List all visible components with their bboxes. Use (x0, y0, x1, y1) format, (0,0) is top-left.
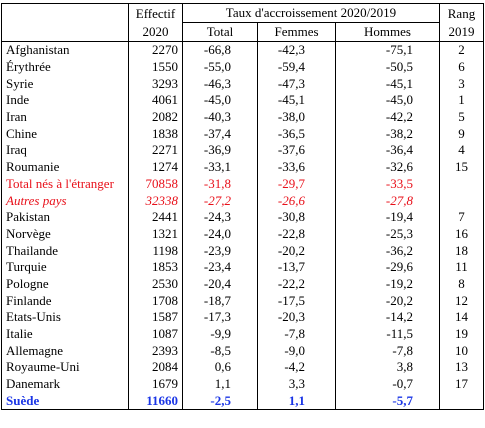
hommes-cell: -5,7 (336, 392, 440, 409)
total-header: Total (183, 23, 258, 42)
effectif-cell: 2271 (129, 142, 183, 159)
femmes-cell: -30,8 (258, 209, 336, 226)
total-cell: -66,8 (183, 42, 258, 59)
country-cell: Turquie (2, 259, 129, 276)
rang-cell: 16 (440, 226, 484, 243)
effectif-header-line1: Effectif (129, 4, 183, 23)
table-row (2, 159, 484, 176)
hommes-cell: -19,2 (336, 276, 440, 293)
effectif-cell: 2084 (129, 359, 183, 376)
table-row (2, 59, 484, 76)
femmes-cell: -20,2 (258, 242, 336, 259)
rang-cell: 8 (440, 276, 484, 293)
effectif-cell: 1274 (129, 159, 183, 176)
effectif-cell: 1587 (129, 309, 183, 326)
table-row (2, 92, 484, 109)
growth-rate-table (1, 3, 484, 410)
table-row (2, 242, 484, 259)
effectif-cell: 32338 (129, 192, 183, 209)
hommes-cell: -27,8 (336, 192, 440, 209)
country-cell: Autres pays (2, 192, 129, 209)
hommes-cell: -42,2 (336, 109, 440, 126)
femmes-cell: -36,5 (258, 125, 336, 142)
femmes-cell: -38,0 (258, 109, 336, 126)
effectif-cell: 1679 (129, 376, 183, 393)
effectif-cell: 2441 (129, 209, 183, 226)
country-cell: Érythrée (2, 59, 129, 76)
rang-cell: 13 (440, 359, 484, 376)
femmes-cell: -22,2 (258, 276, 336, 293)
femmes-cell: -22,8 (258, 226, 336, 243)
table-row (2, 125, 484, 142)
hommes-cell: -29,6 (336, 259, 440, 276)
femmes-cell: -29,7 (258, 176, 336, 193)
table-row (2, 226, 484, 243)
table-row (2, 259, 484, 276)
taux-header: Taux d'accroissement 2020/2019 (183, 4, 440, 23)
total-cell: -17,3 (183, 309, 258, 326)
effectif-cell: 70858 (129, 176, 183, 193)
femmes-cell: -59,4 (258, 59, 336, 76)
country-cell: Iraq (2, 142, 129, 159)
femmes-cell: -33,6 (258, 159, 336, 176)
table-row (2, 109, 484, 126)
rang-cell: 5 (440, 109, 484, 126)
rang-cell: 12 (440, 292, 484, 309)
total-cell: -2,5 (183, 392, 258, 409)
table-row (2, 209, 484, 226)
table-row (2, 42, 484, 59)
table-row (2, 192, 484, 209)
country-cell: Etats-Unis (2, 309, 129, 326)
country-cell: Royaume-Uni (2, 359, 129, 376)
country-cell: Danemark (2, 376, 129, 393)
total-cell: -33,1 (183, 159, 258, 176)
country-cell: Syrie (2, 75, 129, 92)
country-header (2, 4, 129, 42)
rang-cell: 15 (440, 159, 484, 176)
effectif-cell: 1853 (129, 259, 183, 276)
table-row (2, 142, 484, 159)
effectif-cell: 1321 (129, 226, 183, 243)
total-cell: -40,3 (183, 109, 258, 126)
hommes-cell: -0,7 (336, 376, 440, 393)
total-cell: -8,5 (183, 342, 258, 359)
hommes-cell: -45,1 (336, 75, 440, 92)
rang-cell: 10 (440, 342, 484, 359)
effectif-cell: 1838 (129, 125, 183, 142)
rang-cell: 1 (440, 92, 484, 109)
hommes-cell: 3,8 (336, 359, 440, 376)
table-row (2, 176, 484, 193)
femmes-cell: -37,6 (258, 142, 336, 159)
rang-cell: 17 (440, 376, 484, 393)
hommes-cell: -33,5 (336, 176, 440, 193)
rang-cell: 19 (440, 326, 484, 343)
hommes-header: Hommes (336, 23, 440, 42)
country-cell: Suède (2, 392, 129, 409)
hommes-cell: -38,2 (336, 125, 440, 142)
hommes-cell: -36,4 (336, 142, 440, 159)
femmes-cell: -7,8 (258, 326, 336, 343)
country-cell: Pakistan (2, 209, 129, 226)
table-row (2, 392, 484, 409)
table-row (2, 276, 484, 293)
femmes-cell: -4,2 (258, 359, 336, 376)
table-row (2, 75, 484, 92)
total-cell: -36,9 (183, 142, 258, 159)
femmes-cell: -9,0 (258, 342, 336, 359)
table-row (2, 342, 484, 359)
country-cell: Thailande (2, 242, 129, 259)
total-cell: -18,7 (183, 292, 258, 309)
total-cell: -24,3 (183, 209, 258, 226)
rang-cell: 14 (440, 309, 484, 326)
hommes-cell: -19,4 (336, 209, 440, 226)
rang-cell (440, 192, 484, 209)
effectif-cell: 2270 (129, 42, 183, 59)
effectif-cell: 4061 (129, 92, 183, 109)
country-cell: Roumanie (2, 159, 129, 176)
effectif-cell: 1550 (129, 59, 183, 76)
rang-cell: 11 (440, 259, 484, 276)
hommes-cell: -25,3 (336, 226, 440, 243)
table-row (2, 309, 484, 326)
hommes-cell: -20,2 (336, 292, 440, 309)
femmes-cell: -17,5 (258, 292, 336, 309)
total-cell: -55,0 (183, 59, 258, 76)
total-cell: -27,2 (183, 192, 258, 209)
femmes-cell: 1,1 (258, 392, 336, 409)
effectif-cell: 3293 (129, 75, 183, 92)
country-cell: Chine (2, 125, 129, 142)
country-cell: Inde (2, 92, 129, 109)
rang-cell (440, 176, 484, 193)
rang-header-line2: 2019 (440, 23, 484, 42)
effectif-cell: 2530 (129, 276, 183, 293)
hommes-cell: -45,0 (336, 92, 440, 109)
hommes-cell: -75,1 (336, 42, 440, 59)
femmes-cell: -13,7 (258, 259, 336, 276)
country-cell: Allemagne (2, 342, 129, 359)
hommes-cell: -7,8 (336, 342, 440, 359)
total-cell: -46,3 (183, 75, 258, 92)
country-cell: Finlande (2, 292, 129, 309)
table-row (2, 376, 484, 393)
effectif-header-line2: 2020 (129, 23, 183, 42)
rang-cell: 18 (440, 242, 484, 259)
effectif-cell: 2393 (129, 342, 183, 359)
hommes-cell: -32,6 (336, 159, 440, 176)
femmes-cell: 3,3 (258, 376, 336, 393)
country-cell: Total nés à l'étranger (2, 176, 129, 193)
rang-cell: 7 (440, 209, 484, 226)
effectif-cell: 1708 (129, 292, 183, 309)
rang-cell (440, 392, 484, 409)
rang-cell: 4 (440, 142, 484, 159)
femmes-cell: -20,3 (258, 309, 336, 326)
total-cell: -23,4 (183, 259, 258, 276)
table-row (2, 292, 484, 309)
rang-header-line1: Rang (440, 4, 484, 23)
table-row (2, 326, 484, 343)
effectif-cell: 2082 (129, 109, 183, 126)
effectif-cell: 1087 (129, 326, 183, 343)
effectif-cell: 1198 (129, 242, 183, 259)
femmes-cell: -42,3 (258, 42, 336, 59)
hommes-cell: -11,5 (336, 326, 440, 343)
rang-cell: 2 (440, 42, 484, 59)
effectif-cell: 11660 (129, 392, 183, 409)
hommes-cell: -50,5 (336, 59, 440, 76)
femmes-header: Femmes (258, 23, 336, 42)
total-cell: -9,9 (183, 326, 258, 343)
rang-cell: 9 (440, 125, 484, 142)
table-row (2, 359, 484, 376)
total-cell: -37,4 (183, 125, 258, 142)
rang-cell: 3 (440, 75, 484, 92)
total-cell: 1,1 (183, 376, 258, 393)
country-cell: Italie (2, 326, 129, 343)
hommes-cell: -14,2 (336, 309, 440, 326)
total-cell: 0,6 (183, 359, 258, 376)
total-cell: -23,9 (183, 242, 258, 259)
table-body (2, 42, 484, 410)
country-cell: Iran (2, 109, 129, 126)
country-cell: Norvège (2, 226, 129, 243)
total-cell: -31,8 (183, 176, 258, 193)
femmes-cell: -45,1 (258, 92, 336, 109)
total-cell: -24,0 (183, 226, 258, 243)
rang-cell: 6 (440, 59, 484, 76)
femmes-cell: -47,3 (258, 75, 336, 92)
total-cell: -20,4 (183, 276, 258, 293)
country-cell: Pologne (2, 276, 129, 293)
total-cell: -45,0 (183, 92, 258, 109)
femmes-cell: -26,6 (258, 192, 336, 209)
hommes-cell: -36,2 (336, 242, 440, 259)
country-cell: Afghanistan (2, 42, 129, 59)
